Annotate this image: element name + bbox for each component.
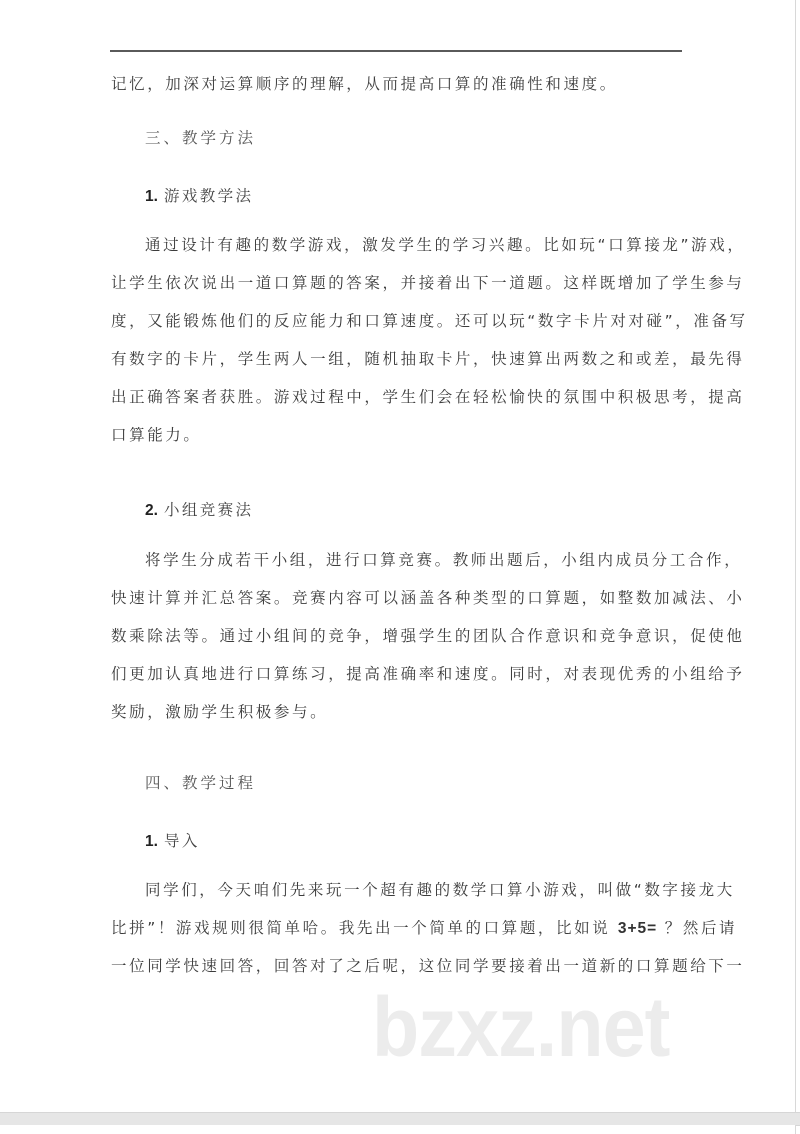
header-rule: [110, 50, 682, 52]
subheading-title: 导入: [163, 832, 200, 850]
subheading-number: 2.: [145, 502, 158, 519]
paragraph-line: 出正确答案者获胜。游戏过程中，学生们会在轻松愉快的氛围中积极思考，提高: [111, 388, 745, 406]
subheading-number: 1.: [145, 833, 158, 850]
subheading-number: 1.: [145, 188, 158, 205]
paragraph-line: 让学生依次说出一道口算题的答案，并接着出下一道题。这样既增加了学生参与: [111, 274, 745, 292]
paragraph-line: 们更加认真地进行口算练习，提高准确率和速度。同时，对表现优秀的小组给予: [111, 665, 745, 683]
paragraph-line: 有数字的卡片，学生两人一组，随机抽取卡片，快速算出两数之和或差，最先得: [111, 350, 745, 368]
subheading-group-competition: [145, 500, 720, 521]
paragraph-line: 数乘除法等。通过小组间的竞争，增强学生的团队合作意识和竞争意识，促使他: [111, 627, 745, 645]
subheading-title: 小组竞赛法: [163, 501, 254, 519]
paragraph-line: 快速计算并汇总答案。竞赛内容可以涵盖各种类型的口算题，如整数加减法、小: [111, 589, 745, 607]
paragraph-line: [111, 918, 738, 939]
paragraph-line: 奖励，激励学生积极参与。: [111, 703, 329, 721]
section-heading-teaching-process: 四、教学过程: [145, 774, 257, 792]
watermark: bzxz.net: [372, 980, 670, 1074]
paragraph-line: 一位同学快速回答，回答对了之后呢，这位同学要接着出一道新的口算题给下一: [111, 957, 745, 975]
paragraph-line: 记忆，加深对运算顺序的理解，从而提高口算的准确性和速度。: [111, 75, 618, 93]
subheading-title: 游戏教学法: [163, 187, 254, 205]
page-separator: [0, 1112, 800, 1126]
next-page-top: [0, 1125, 796, 1134]
paragraph-line: 同学们，今天咱们先来玩一个超有趣的数学口算小游戏，叫做“数字接龙大: [145, 881, 735, 899]
subheading-game-teaching: [145, 186, 720, 207]
section-heading-teaching-methods: 三、教学方法: [145, 129, 257, 147]
paragraph-line: 将学生分成若干小组，进行口算竞赛。教师出题后，小组内成员分工合作，: [145, 551, 743, 569]
paragraph-line: 口算能力。: [111, 426, 202, 444]
paragraph-line: 通过设计有趣的数学游戏，激发学生的学习兴趣。比如玩“口算接龙”游戏，: [145, 236, 746, 254]
paragraph-line: 度，又能锻炼他们的反应能力和口算速度。还可以玩“数字卡片对对碰”，准备写: [111, 312, 748, 330]
math-expression: 3+5=: [617, 920, 658, 937]
subheading-introduction: [145, 831, 720, 852]
text-span: 比拼”！游戏规则很简单哈。我先出一个简单的口算题，比如说: [111, 919, 618, 937]
text-span: ？然后请: [657, 919, 738, 937]
